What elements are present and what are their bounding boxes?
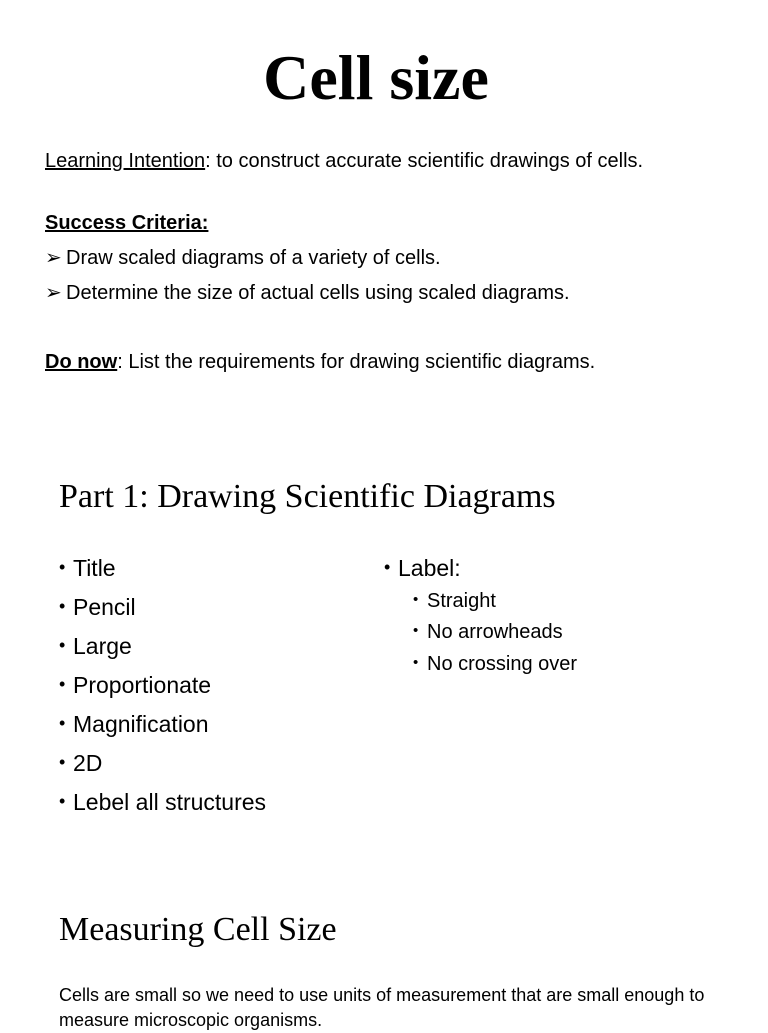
- bullet-icon: •: [413, 591, 419, 608]
- learning-intention-label: Learning Intention: [45, 150, 206, 172]
- do-now-text: : List the requirements for drawing scientific diagrams.: [117, 351, 596, 373]
- bullet-icon: •: [413, 654, 419, 671]
- success-criterion-text: Determine the size of actual cells using scaled diagrams.: [66, 282, 570, 304]
- success-criterion-text: Draw scaled diagrams of a variety of cells.: [66, 247, 441, 269]
- arrow-bullet-icon: ➢: [45, 247, 62, 269]
- bullet-icon: •: [59, 596, 66, 616]
- measuring-paragraph: Cells are small so we need to use units of measurement that are small enough to measure microscopic organisms.: [59, 985, 705, 1030]
- bullet-icon: •: [59, 635, 66, 655]
- list-item: • Pencil: [59, 591, 136, 622]
- success-criterion-1: [45, 244, 441, 272]
- list-item: • Lebel all structures: [59, 786, 266, 817]
- success-criterion-2: [45, 279, 570, 307]
- list-item: • Magnification: [59, 708, 209, 739]
- bullet-icon: •: [59, 674, 66, 694]
- bullet-icon: •: [413, 622, 419, 639]
- page-title: Cell size: [263, 42, 489, 113]
- bullet-icon: •: [384, 557, 391, 577]
- sub-list-item: • No arrowheads: [413, 618, 563, 645]
- arrow-bullet-icon: ➢: [45, 282, 62, 304]
- sub-list-item: • No crossing over: [413, 650, 577, 677]
- list-item: • Proportionate: [59, 669, 211, 700]
- do-now-label: Do now: [45, 351, 118, 373]
- list-item: • Title: [59, 552, 116, 583]
- sub-list-item: • Straight: [413, 587, 496, 614]
- bullet-icon: •: [59, 752, 66, 772]
- bullet-icon: •: [59, 791, 66, 811]
- list-item: • Large: [59, 630, 132, 661]
- list-item: • 2D: [59, 747, 102, 778]
- learning-intention: [45, 148, 705, 175]
- do-now: [45, 349, 705, 376]
- learning-intention-text: : to construct accurate scientific drawings of cells.: [205, 150, 644, 172]
- part1-heading: Part 1: Drawing Scientific Diagrams: [59, 478, 556, 515]
- list-item-label: • Label:: [384, 552, 461, 583]
- success-criteria-label: Success Criteria:: [45, 212, 209, 234]
- measuring-heading: Measuring Cell Size: [59, 911, 337, 948]
- bullet-icon: •: [59, 713, 66, 733]
- bullet-icon: •: [59, 557, 66, 577]
- success-criteria-heading: [45, 210, 705, 237]
